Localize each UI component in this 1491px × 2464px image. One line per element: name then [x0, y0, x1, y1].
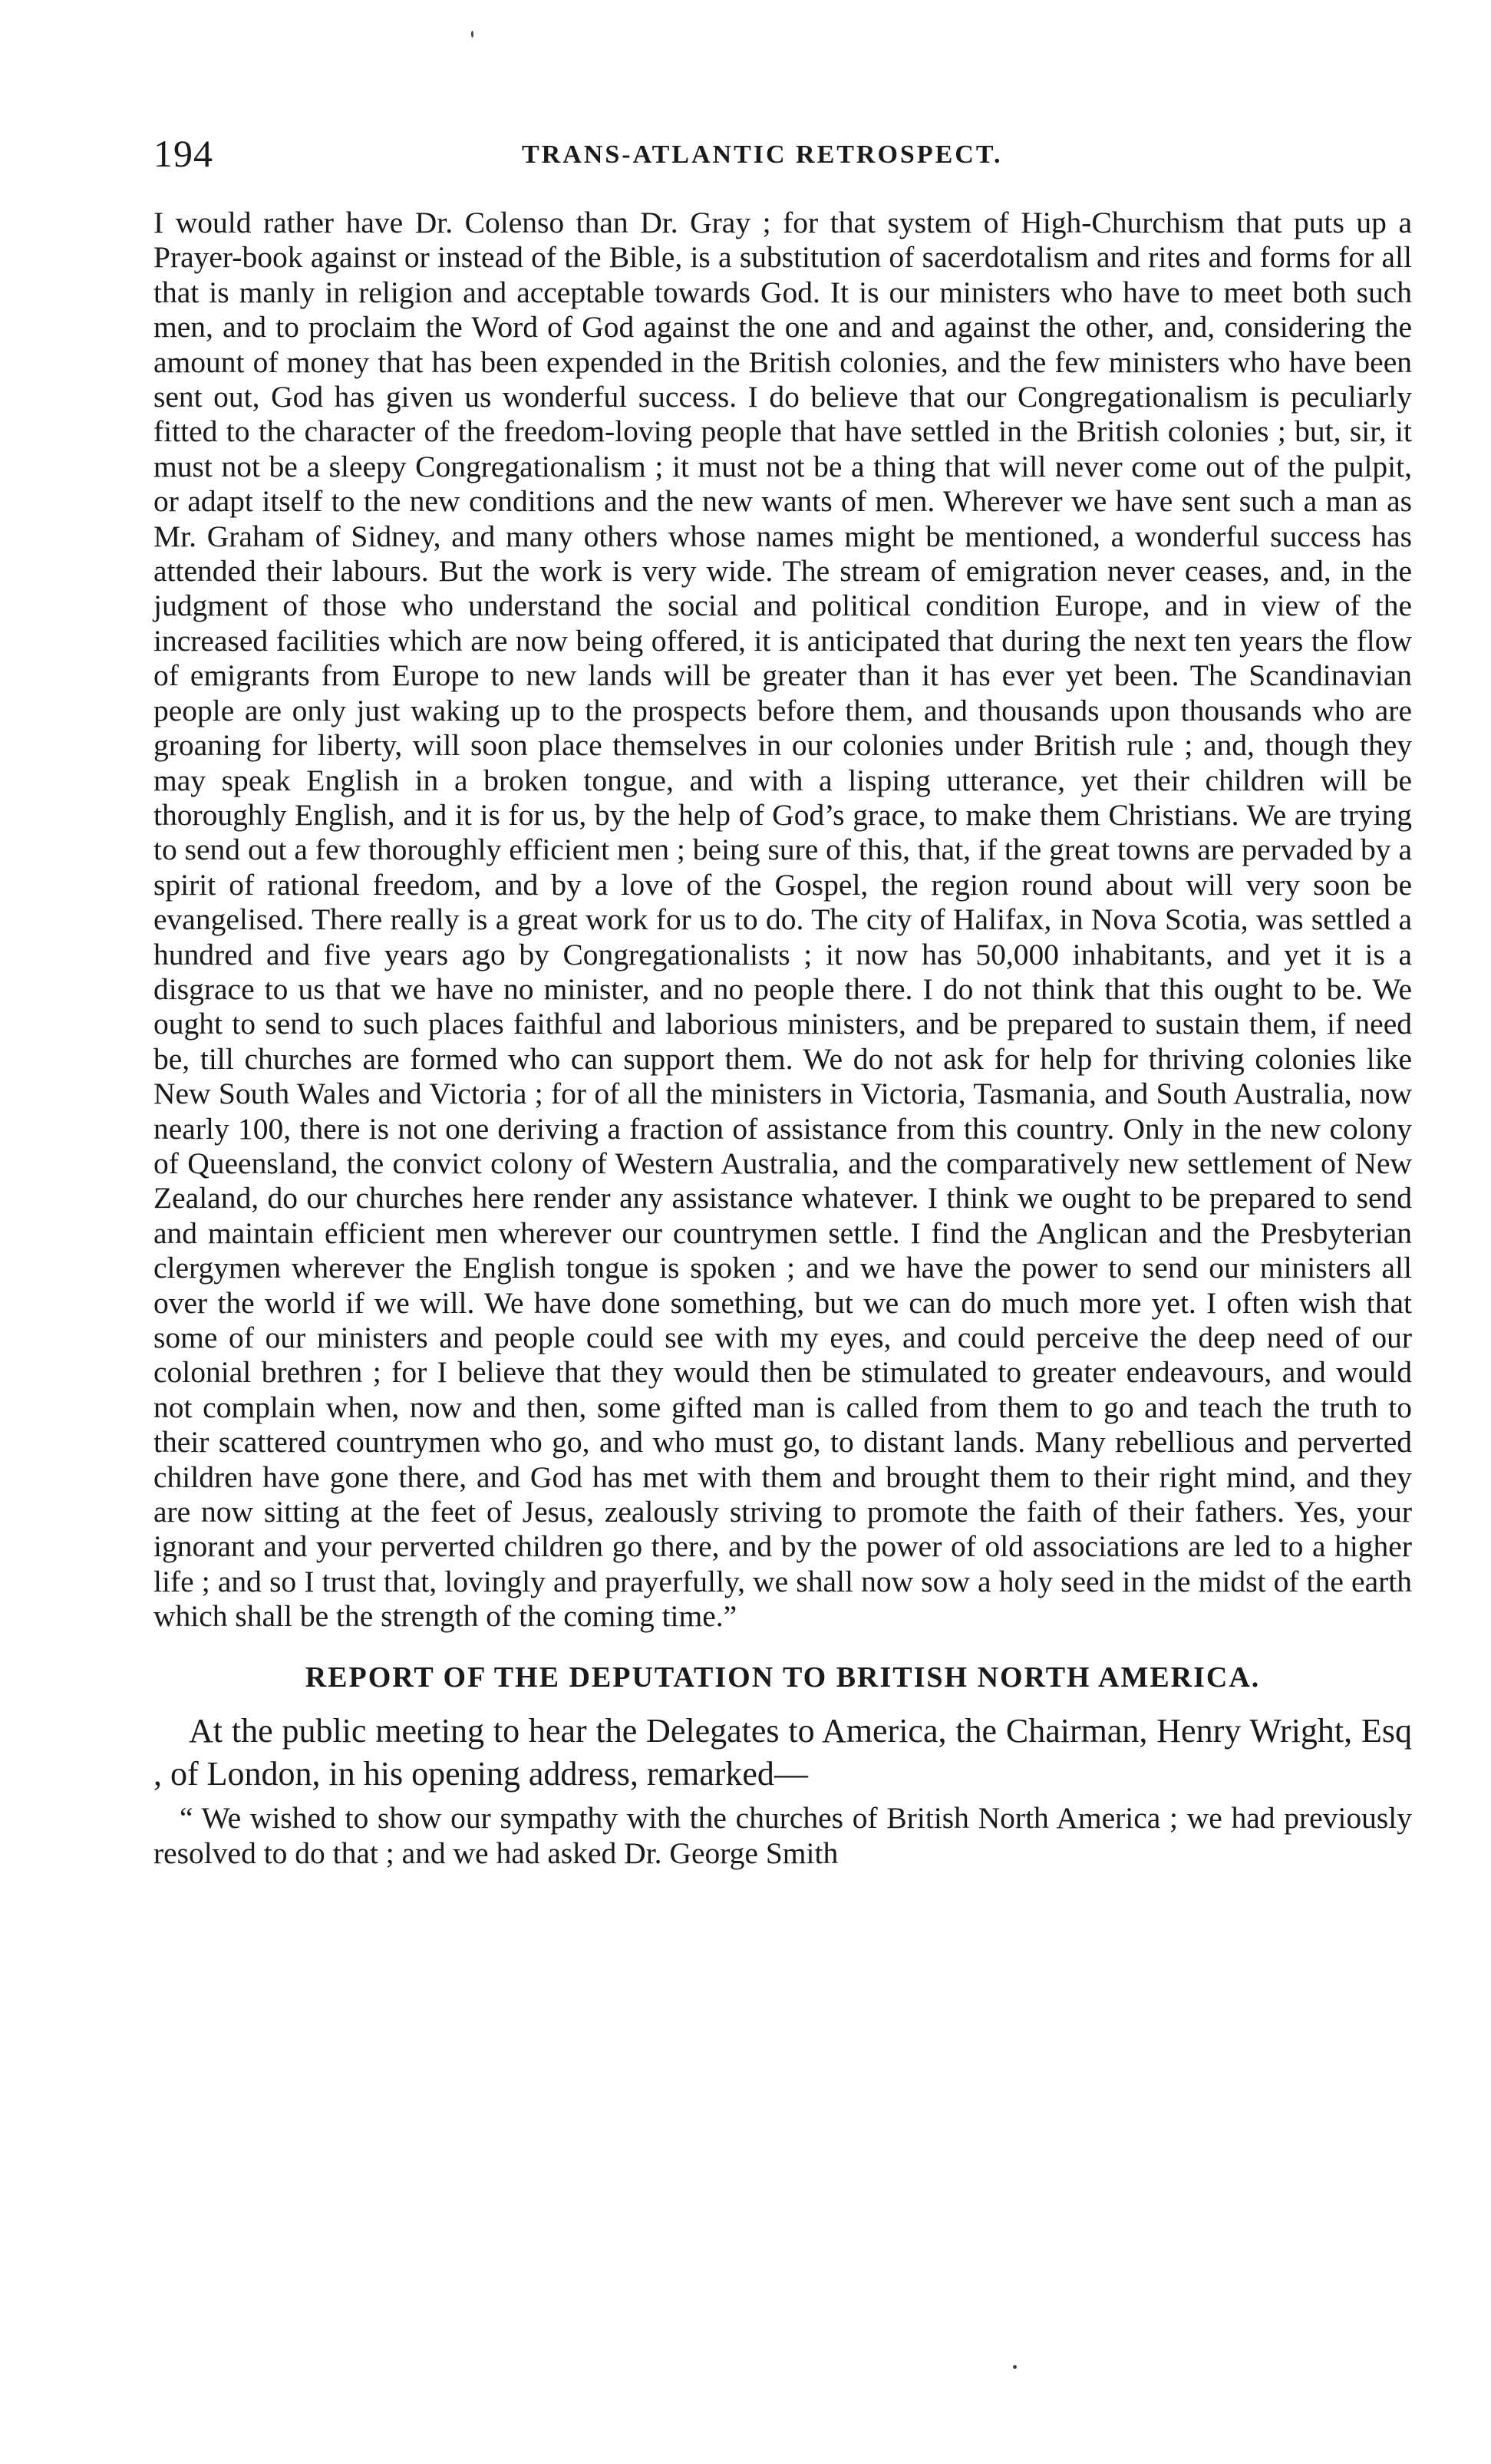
print-speck	[471, 31, 473, 38]
running-title: TRANS-ATLANTIC RETROSPECT.	[522, 140, 1003, 169]
speech-paragraph: I would rather have Dr. Colenso than Dr. Gray ; for that system of High-Churchism that puts up a Prayer-book against or instead of the Bible, is a substitution of sacerdotalism and rites and forms for all that is manly in religion and acceptable towards God. It is our ministers who have to meet both such men, and to proclaim the Word of God against the one and and against the other, and, considering the amount of money that has been expended in the British colonies, and the few ministers who have been sent out, God has given us wonderful success. I do believe that our Congregationalism is peculiarly fitted to the character of the freedom-loving people that have settled in the British colonies ; but, sir, it must not be a sleepy Congregationalism ; it must not be a thing that will never come out of the pulpit, or adapt itself to the new conditions and the new wants of men. Wherever we have sent such a man as Mr. Graham of Sidney, and many others whose names might be mentioned, a wonderful success has attended their labours. But the work is very wide. The stream of emigration never ceases, and, in the judgment of those who understand the social and political condition Europe, and in view of the increased facilities which are now being offered, it is anticipated that during the next ten years the flow of emigrants from Europe to new lands will be greater than it has ever yet been. The Scandinavian people are only just waking up to the prospects before them, and thousands upon thousands who are groaning for liberty, will soon place themselves in our colonies under British rule ; and, though they may speak English in a broken tongue, and with a lisping utterance, yet their children will be thoroughly English, and it is for us, by the help of God’s grace, to make them Christians. We are trying to send out a few thoroughly efficient men ; being sure of this, that, if the great towns are pervaded by a spirit of rational freedom, and by a love of the Gospel, the region round about will very soon be evangelised. There really is a great work for us to do. The city of Halifax, in Nova Scotia, was settled a hundred and five years ago by Congregationalists ; it now has 50,000 inhabitants, and yet it is a disgrace to us that we have no minister, and no people there. I do not think that this ought to be. We ought to send to such places faithful and laborious ministers, and be prepared to sustain them, if need be, till churches are formed who can support them. We do not ask for help for thriving colonies like New South Wales and Victoria ; for of all the ministers in Victoria, Tasmania, and South Australia, now nearly 100, there is not one deriving a fraction of assistance from this country. Only in the new colony of Queensland, the convict colony of Western Australia, and the comparatively new settlement of New Zealand, do our churches here render any assistance whatever. I think we ought to be prepared to send and maintain efficient men wherever our countrymen settle. I find the Anglican and the Presbyterian clergymen wherever the English tongue is spoken ; and we have the power to send our ministers all over the world if we will. We have done something, but we can do much more yet. I often wish that some of our ministers and people could see with my eyes, and could perceive the deep need of our colonial brethren ; for I believe that they would then be stimulated to greater endeavours, and would not complain when, now and then, some gifted man is called from them to go and teach the truth to their scattered countrymen who go, and who must go, to distant lands. Many rebellious and perverted children have gone there, and God has met with them and brought them to their right mind, and they are now sitting at the feet of Jesus, zealously striving to promote the faith of their fathers. Yes, your ignorant and your perverted children go there, and by the power of old associations are led to a higher life ; and so I trust that, lovingly and prayerfully, we shall now sow a holy seed in the midst of the earth which shall be the strength of the coming time.”	[153, 206, 1412, 1634]
meeting-intro-paragraph: At the public meeting to hear the Delegates to America, the Chairman, Henry Wright, Esq , of London, in his opening address, remarked—	[153, 1711, 1412, 1793]
print-speck	[1013, 2365, 1017, 2369]
page-number: 194	[153, 132, 213, 175]
running-head	[153, 130, 1412, 176]
main-text	[153, 206, 1412, 1871]
section-heading: REPORT OF THE DEPUTATION TO BRITISH NORTH AMERICA.	[305, 1661, 1261, 1694]
chairman-quote-paragraph: “ We wished to show our sympathy with the churches of British North America ; we had previously resolved to do that ; and we had asked Dr. George Smith	[153, 1800, 1412, 1870]
